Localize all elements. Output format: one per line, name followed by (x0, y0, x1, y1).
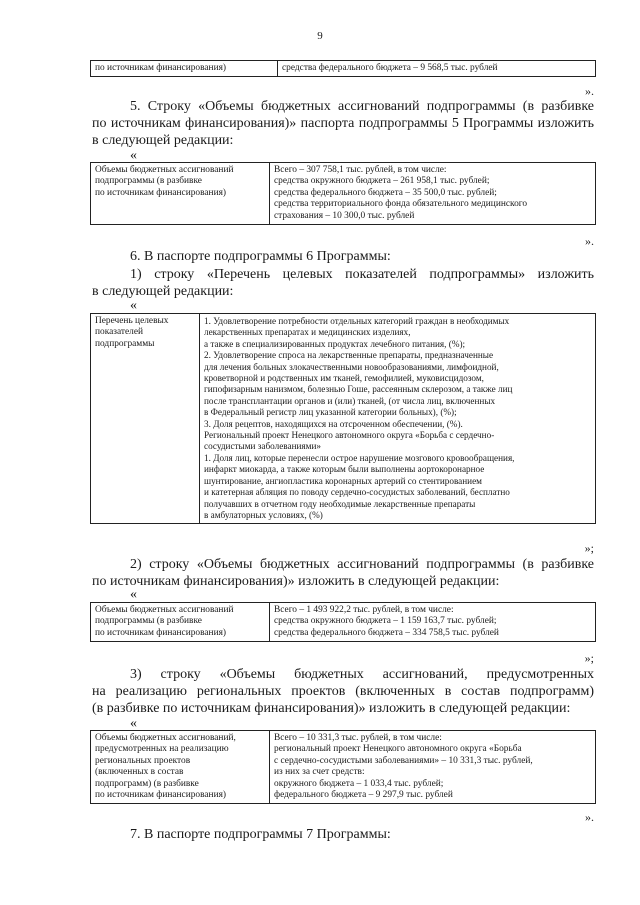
item5-left-line: Объемы бюджетных ассигнований (95, 165, 234, 175)
item6-right-line: после трансплантации органов и (или) тканей, (от числа лиц, включенных (204, 395, 496, 406)
item6-right-line: и катетерная абляция по поводу сердечно-сосудистых заболеваний, бесплатно (204, 487, 510, 498)
item6-left-line: Перечень целевых (95, 316, 169, 326)
item6-table2-left (91, 603, 270, 642)
item6-open-quote: « (130, 298, 137, 313)
item6-table3-left-line: подпрограмм) (в разбивке (95, 778, 199, 789)
item6-table3-left-line: региональных проектов (95, 755, 191, 766)
item6-left-line: подпрограммы (95, 338, 155, 349)
item6-right-line: в Федеральный регистр лиц указанной категории больных), (%); (204, 407, 457, 418)
item6-sub1-line-1: 1) строку «Перечень целевых показателей подпрограммы» изложить (130, 267, 594, 282)
item5-table-right (270, 163, 596, 225)
item6-right-line: 1. Доля лиц, которые перенесли острое нарушение мозгового кровообращения, (204, 452, 515, 463)
item6-table2-right-line: Всего – 1 493 922,2 тыс. рублей, в том числе: (274, 605, 454, 615)
item6-sub2 (92, 556, 594, 590)
item6-table3-left-line: Объемы бюджетных ассигнований, (95, 733, 236, 743)
item6-table3-left-line: предусмотренных на реализацию (95, 744, 229, 755)
item6-right-line: 2. Удовлетворение спроса на лекарственные препараты, предназначенные (204, 350, 494, 361)
item5-left-line: подпрограммы (в разбивке (95, 176, 202, 187)
item5-open-quote: « (130, 148, 137, 163)
item6-right-line: сосудистыми заболеваниями» (204, 441, 321, 452)
item6-right-line: в амбулаторных условиях, (%) (204, 509, 323, 520)
item6-table-left (91, 314, 200, 524)
item6-table3-right-line: из них за счет средств: (274, 767, 365, 778)
item6-table2-right-line: средства окружного бюджета – 1 159 163,7 тыс. рублей; (274, 616, 497, 627)
item6-right-line: для лечения больных злокачественными новообразованиями, лимфоидной, (204, 361, 499, 372)
item6-table3-right-line: Всего – 10 331,3 тыс. рублей, в том числе: (274, 733, 442, 743)
item6-right-line: гипофизарным нанизмом, болезнью Гоше, рассеянным склерозом, а также лиц (204, 384, 513, 395)
item6-right-line: инфаркт миокарда, а также которым были выполнены аортокоронарное (204, 464, 485, 475)
item6-table3-left-line: (включенных в состав (95, 767, 184, 778)
item6-right-line: лекарственных препаратах и медицинских изделиях, (204, 327, 411, 338)
item6-right-line: шунтирование, ангиопластика коронарных артерий со стентированием (204, 475, 482, 486)
item5-line-2: по источникам финансирования)» паспорта подпрограммы 5 Программы изложить (92, 116, 594, 131)
item6-left-line: показателей (95, 327, 144, 338)
item5-table-left (91, 163, 270, 225)
item6-table-right (200, 314, 596, 524)
item6-sub3-line-2: на реализацию региональных проектов (включенных в состав подпрограмм) (92, 684, 594, 699)
item6-heading: 6. В паспорте подпрограммы 6 Программы: (130, 249, 391, 264)
item6-table3-right-line: федерального бюджета – 9 297,9 тыс. рублей (274, 790, 453, 801)
item6-table3-right-line: с сердечно-сосудистыми заболеваниями» – 10 331,3 тыс. рублей, (274, 755, 533, 766)
item6-right-line: кроветворной и родственных им тканей, гемофилией, муковисцидозом, (204, 373, 484, 384)
item5-right-line: страхования – 10 300,0 тыс. рублей (274, 210, 415, 221)
item6-open-quote-3: « (130, 716, 137, 731)
item6-closing-quote-3: ». (585, 810, 594, 824)
item6-sub1-line-2: в следующей редакции: (92, 284, 234, 299)
item6-right-line: 1. Удовлетворение потребности отдельных категорий граждан в необходимых (204, 316, 510, 326)
item6-sub2-line-1: 2) строку «Объемы бюджетных ассигнований подпрограммы (в разбивке (130, 557, 594, 572)
item6-table3-left-line: по источникам финансирования) (95, 790, 227, 801)
item6-table2-left-line: Объемы бюджетных ассигнований (95, 605, 234, 615)
page-number: 9 (317, 30, 323, 42)
item5-line-3: в следующей редакции: (92, 133, 234, 148)
item6-table2-right-line: средства федерального бюджета – 334 758,5 тыс. рублей (274, 627, 499, 638)
item6-right-line: 3. Доля рецептов, находящихся на отсроченном обеспечении, (%). (204, 418, 463, 429)
item6-sub3 (92, 666, 594, 717)
item6-table-3 (90, 730, 596, 804)
item6-table (90, 313, 596, 524)
item6-sub3-line-3: (в разбивке по источникам финансирования)» изложить в следующей редакции: (92, 701, 571, 716)
item6-table2-left-line: по источникам финансирования) (95, 627, 227, 638)
item6-sub2-line-2: по источникам финансирования)» изложить в следующей редакции: (92, 574, 500, 589)
top-table-right: средства федерального бюджета – 9 568,5 тыс. рублей (278, 61, 596, 77)
item5-left-line: по источникам финансирования) (95, 187, 227, 198)
item6-closing-quote-2: »; (584, 651, 594, 665)
item6-table3-left (91, 731, 270, 804)
item5-right-line: средства окружного бюджета – 261 958,1 тыс. рублей; (274, 176, 490, 187)
item6-open-quote-2: « (130, 587, 137, 602)
item6-table-2 (90, 602, 596, 642)
item5-table (90, 162, 596, 225)
item6-table2-right (270, 603, 596, 642)
top-table-left: по источникам финансирования) (91, 61, 278, 77)
top-table (90, 60, 596, 77)
item6-closing-quote: »; (584, 541, 594, 555)
item5-paragraph (92, 98, 594, 149)
item5-right-line: средства территориального фонда обязательного медицинского (274, 199, 528, 210)
item6-table2-left-line: подпрограммы (в разбивке (95, 616, 202, 627)
item6-table3-right-line: окружного бюджета – 1 033,4 тыс. рублей; (274, 778, 444, 789)
item6-table3-right-line: региональный проект Ненецкого автономного округа «Борьба (274, 744, 522, 755)
item5-right-line: средства федерального бюджета – 35 500,0 тыс. рублей; (274, 187, 497, 198)
item5-line-1: 5. Строку «Объемы бюджетных ассигнований подпрограммы (в разбивке (130, 99, 594, 114)
item6-sub3-line-1: 3) строку «Объемы бюджетных ассигнований, предусмотренных (130, 667, 594, 682)
item5-right-line: Всего – 307 758,1 тыс. рублей, в том числе: (274, 165, 447, 175)
item6-right-line: а также в специализированных продуктах лечебного питания, (%); (204, 338, 466, 349)
item7-heading: 7. В паспорте подпрограммы 7 Программы: (130, 827, 391, 842)
item5-closing-quote: ». (585, 234, 594, 248)
item6-right-line: Региональный проект Ненецкого автономного округа «Борьба с сердечно- (204, 430, 495, 441)
item6-table3-right (270, 731, 596, 804)
item6-sub1 (92, 266, 594, 300)
closing-quote-1: ». (585, 84, 594, 98)
item6-right-line: получавших в отчетном году необходимые лекарственные препараты (204, 498, 476, 509)
